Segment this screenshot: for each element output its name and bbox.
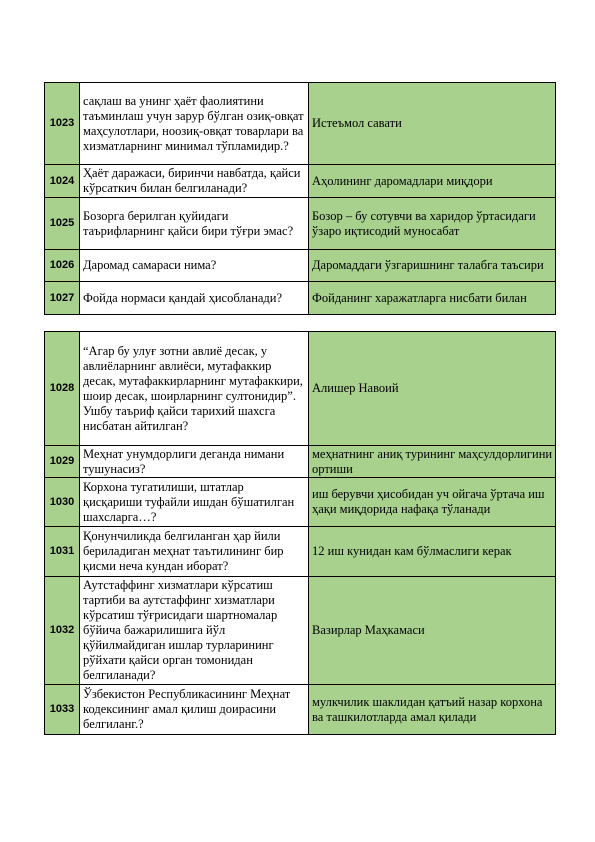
row-number: 1027 <box>45 282 80 315</box>
row-number: 1033 <box>45 685 80 735</box>
question-cell: “Агар бу улуғ зотни авлиё десак, у авлиёларнинг авлиёси, мутафаккир десак, мутафаккирларнинг мутафаккири, шоир десак, шоирларнинг султонидир”. Ушбу таъриф қайси тарихий шахсга нисбатан айтилган? <box>80 332 309 446</box>
question-cell: Корхона тугатилиши, штатлар қисқариши туфайли ишдан бўшатилган шахсларга…? <box>80 478 309 527</box>
table-row <box>45 527 556 577</box>
question-cell: Меҳнат унумдорлиги деганда нимани тушунасиз? <box>80 446 309 478</box>
question-cell: Фойда нормаси қандай ҳисобланади? <box>80 282 309 315</box>
question-cell: Даромад самараси нима? <box>80 250 309 282</box>
row-number: 1028 <box>45 332 80 446</box>
row-number: 1026 <box>45 250 80 282</box>
table-row <box>45 577 556 685</box>
question-cell: сақлаш ва унинг ҳаёт фаолиятини таъминлаш учун зарур бўлган озиқ-овқат маҳсулотлари, ноозиқ-овқат товарлари ва хизматларнинг минимал тўпламидир.? <box>80 83 309 165</box>
question-cell: Бозорга берилган қуйидаги таърифларнинг қайси бири тўғри эмас? <box>80 198 309 250</box>
row-number: 1030 <box>45 478 80 527</box>
answer-cell: Аҳолининг даромадлари миқдори <box>309 165 556 198</box>
table-row <box>45 446 556 478</box>
row-number: 1032 <box>45 577 80 685</box>
answer-cell: Бозор – бу сотувчи ва харидор ўртасидаги ўзаро иқтисодий муносабат <box>309 198 556 250</box>
row-number: 1023 <box>45 83 80 165</box>
question-cell: Қонунчиликда белгиланган ҳар йили бериладиган меҳнат таътилининг бир қисми неча кундан иборат? <box>80 527 309 577</box>
row-number: 1029 <box>45 446 80 478</box>
answer-cell: иш берувчи ҳисобидан уч ойгача ўртача иш ҳақи миқдорида нафақа тўланади <box>309 478 556 527</box>
answer-cell: Алишер Навоий <box>309 332 556 446</box>
answer-cell: Истеъмол савати <box>309 83 556 165</box>
row-number: 1024 <box>45 165 80 198</box>
table-row <box>45 250 556 282</box>
row-number: 1025 <box>45 198 80 250</box>
answer-cell: Фойданинг харажатларга нисбати билан <box>309 282 556 315</box>
question-cell: Ўзбекистон Республикасининг Меҳнат кодексининг амал қилиш доирасини белгиланг.? <box>80 685 309 735</box>
table-row <box>45 282 556 315</box>
question-table-2 <box>44 331 556 735</box>
table-row <box>45 478 556 527</box>
table-row <box>45 165 556 198</box>
table-row <box>45 198 556 250</box>
table-row <box>45 685 556 735</box>
answer-cell: Вазирлар Маҳкамаси <box>309 577 556 685</box>
table-row <box>45 83 556 165</box>
row-number: 1031 <box>45 527 80 577</box>
answer-cell: меҳнатнинг аниқ турининг маҳсулдорлигини ортиши <box>309 446 556 478</box>
answer-cell: 12 иш кунидан кам бўлмаслиги керак <box>309 527 556 577</box>
question-cell: Ҳаёт даражаси, биринчи навбатда, қайси кўрсаткич билан белгиланади? <box>80 165 309 198</box>
question-table-1 <box>44 82 556 315</box>
table-row <box>45 332 556 446</box>
answer-cell: мулкчилик шаклидан қатъий назар корхона ва ташкилотларда амал қилади <box>309 685 556 735</box>
answer-cell: Даромаддаги ўзгаришнинг талабга таъсири <box>309 250 556 282</box>
question-cell: Аутстаффинг хизматлари кўрсатиш тартиби ва аутстаффинг хизматлари кўрсатиш тўғрисидаги шартномалар бўйича бажарилишига йўл қўйилмайдиган ишлар турларининг рўйхати қайси орган томонидан белгиланади? <box>80 577 309 685</box>
